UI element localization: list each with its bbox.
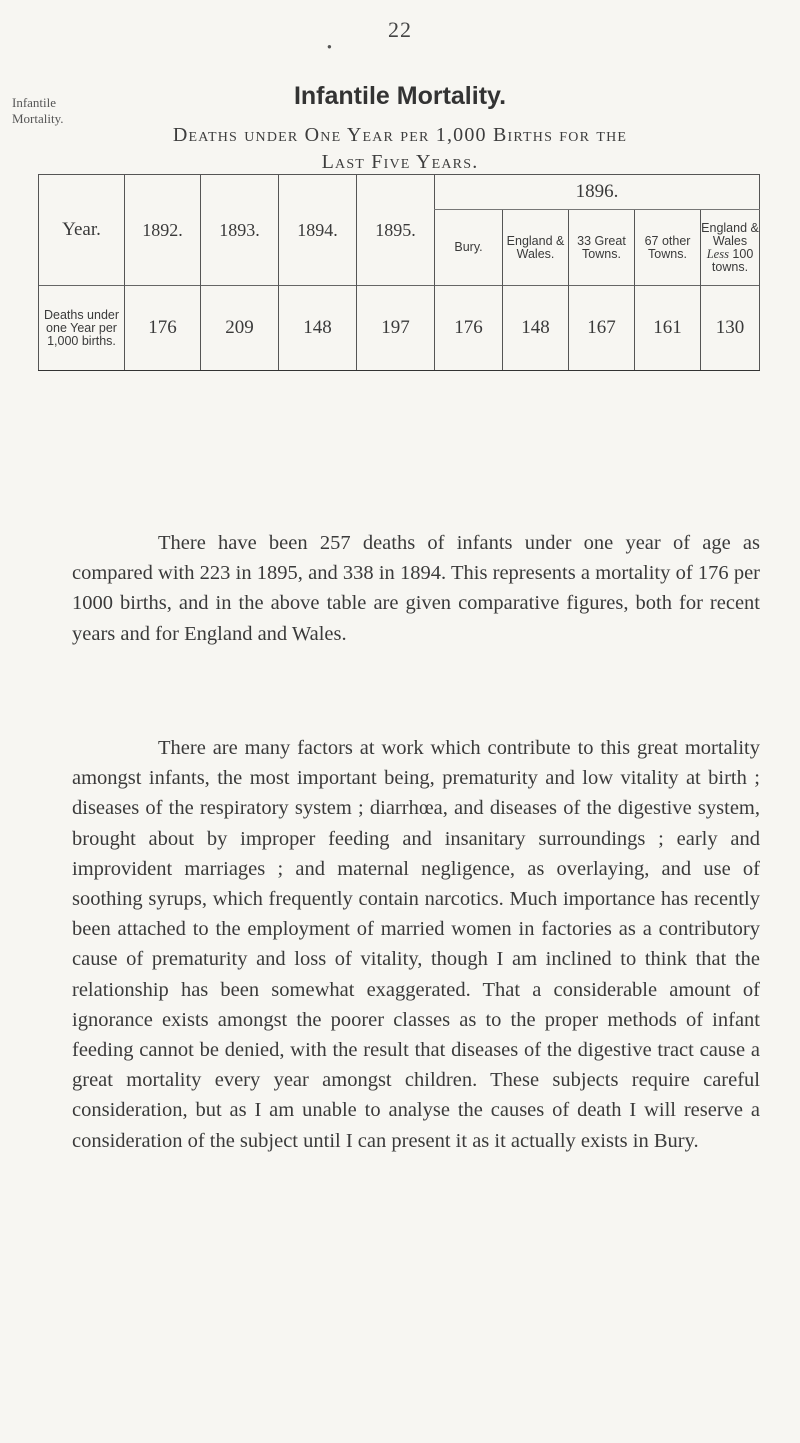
page-number: 22 [388, 17, 412, 42]
paragraph-2-text: There are many factors at work which contribute to this great mortality amongst infants, the most important being, prematurity and low vitality at birth ; diseases of the respiratory system ; diarrhœa, and diseases of the digestive system, brought about by improper feeding and insanitary surroundings ; early and improvident marriages ; and maternal negligence, as overlaying, and use of soothing syrups, which frequently contain narcotics. Much importance has recently been attached to the employment of married women in factories as a contributory cause of prematurity and loss of vitality, though I am inclined to think that the relationship has been somewhat exaggerated. That a considerable amount of ignorance exists amongst the poorer classes as to the proper methods of infant feeding cannot be denied, with the result that diseases of the digestive tract cause a great mortality every year amongst children. These subjects require careful consideration, but as I am unable to analyse the causes of death I will reserve a consideration of the subject until I can present it as it actually exists in Bury. [72, 737, 760, 1152]
year-1895: 1895. [357, 175, 435, 286]
year-1894: 1894. [279, 175, 357, 286]
mortality-table [38, 174, 760, 371]
subtitle-line-2: Last Five Years. [321, 151, 479, 173]
page-title: Infantile Mortality. [293, 82, 507, 110]
value-1896-other-towns: 161 [635, 286, 701, 371]
sub-header-england-wales: England & Wales. [503, 210, 569, 286]
deaths-row-label: Deaths under one Year per 1,000 births. [39, 286, 125, 371]
year-1892: 1892. [125, 175, 201, 286]
paragraph-2 [72, 733, 760, 1156]
margin-note: Infantile Mortality. [12, 95, 64, 126]
value-1894: 148 [279, 286, 357, 371]
sub-header-less-part1: England & Wales [701, 220, 759, 248]
value-1896-bury: 176 [435, 286, 503, 371]
sub-header-bury: Bury. [435, 210, 503, 286]
value-1896-great-towns: 167 [569, 286, 635, 371]
subtitle-line-1: Deaths under One Year per 1,000 Births for the [172, 124, 628, 146]
sub-header-other-towns: 67 other Towns. [635, 210, 701, 286]
sub-header-england-less-towns [701, 210, 760, 286]
year-1893: 1893. [201, 175, 279, 286]
print-speck: ● [327, 42, 332, 51]
table-subtitle [0, 122, 800, 176]
sub-header-less-part2: Less [706, 246, 729, 261]
value-1893: 209 [201, 286, 279, 371]
sub-header-great-towns: 33 Great Towns. [569, 210, 635, 286]
paragraph-1-text: There have been 257 deaths of infants under one year of age as compared with 223 in 1895, and 338 in 1894. This represents a mortality of 176 per 1000 births, and in the above table are given comparative figures, both for recent years and for England and Wales. [72, 532, 760, 645]
year-header: Year. [39, 175, 125, 286]
sub-header-less-part3: 100 towns. [711, 246, 754, 274]
year-1896-group: 1896. [435, 175, 760, 210]
value-1892: 176 [125, 286, 201, 371]
paragraph-1 [72, 528, 760, 649]
value-1896-england-wales: 148 [503, 286, 569, 371]
value-1896-less-towns: 130 [701, 286, 760, 371]
value-1895: 197 [357, 286, 435, 371]
